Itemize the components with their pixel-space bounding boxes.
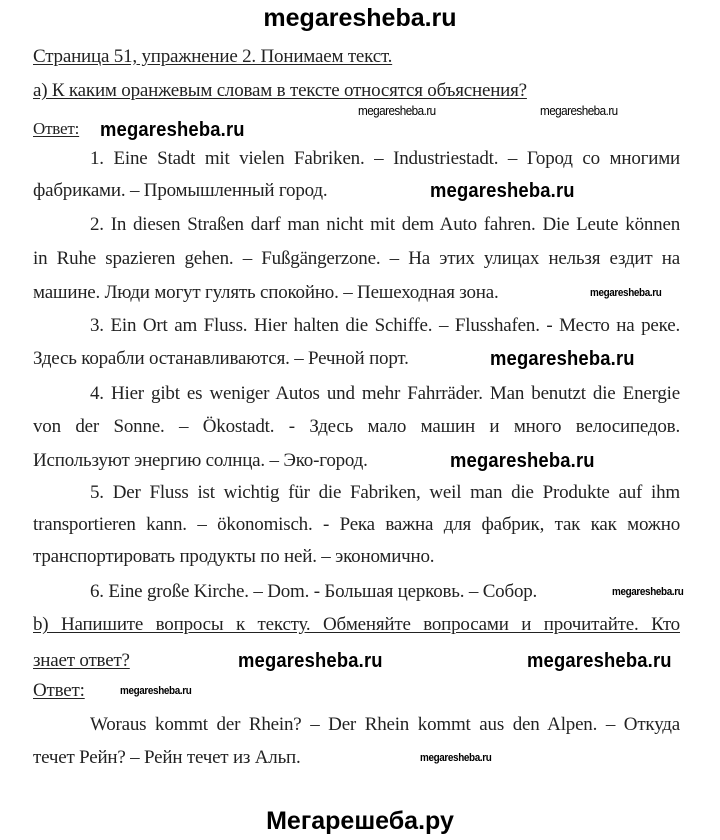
task-b-question: b) Напишите вопросы к тексту. Обменяйте вопросами и прочитайте. Кто <box>33 614 680 635</box>
watermark: megaresheba.ru <box>420 752 492 764</box>
answer-line: 5. Der Fluss ist wichtig für die Fabriken, weil man die Produkte auf ihm <box>90 482 680 503</box>
watermark: megaresheba.ru <box>612 586 684 598</box>
answer-line: Здесь корабли останавливаются. – Речной порт. <box>33 348 409 369</box>
answer-label: Ответ: <box>33 680 85 701</box>
watermark: megaresheba.ru <box>430 180 575 202</box>
watermark: megaresheba.ru <box>450 450 595 472</box>
watermark: megaresheba.ru <box>527 650 672 672</box>
task-a-question: а) К каким оранжевым словам в тексте относятся объяснения? <box>33 80 527 101</box>
watermark: megaresheba.ru <box>590 287 662 299</box>
answer-line: 4. Hier gibt es weniger Autos und mehr Fahrräder. Man benutzt die Energie <box>90 383 680 404</box>
answer-label: Ответ: <box>33 119 80 138</box>
page-title: Страница 51, упражнение 2. Понимаем текст. <box>33 46 393 67</box>
watermark: megaresheba.ru <box>120 685 192 697</box>
answer-line: 1. Eine Stadt mit vielen Fabriken. – Industriestadt. – Город со многими <box>90 148 680 169</box>
answer-line: фабриками. – Промышленный город. <box>33 180 328 201</box>
answer-line: 3. Ein Ort am Fluss. Hier halten die Schiffe. – Flusshafen. - Место на реке. <box>90 315 680 336</box>
site-footer: Мегарешеба.ру <box>266 807 454 835</box>
task-b-question: знает ответ? <box>33 650 130 671</box>
answer-line: in Ruhe spazieren gehen. – Fußgängerzone. – На этих улицах нельзя ездит на <box>33 248 680 269</box>
answer-line: von der Sonne. – Ökostadt. - Здесь мало машин и много велосипедов. <box>33 416 680 437</box>
answer-line: машине. Люди могут гулять спокойно. – Пешеходная зона. <box>33 282 499 303</box>
watermark: megaresheba.ru <box>490 348 635 370</box>
answer-line: 2. In diesen Straßen darf man nicht mit dem Auto fahren. Die Leute können <box>90 214 680 235</box>
answer-line: transportieren kann. – ökonomisch. - Река важна для фабрик, так как можно <box>33 514 680 535</box>
watermark: megaresheba.ru <box>540 103 618 118</box>
answer-line: 6. Eine große Kirche. – Dom. - Большая церковь. – Собор. <box>90 581 538 602</box>
answer-line: течет Рейн? – Рейн течет из Альп. <box>33 747 301 768</box>
answer-line: Woraus kommt der Rhein? – Der Rhein kommt aus den Alpen. – Откуда <box>90 714 680 735</box>
site-header: megaresheba.ru <box>263 4 457 32</box>
answer-line: Используют энергию солнца. – Эко-город. <box>33 450 368 471</box>
answer-line: транспортировать продукты по ней. – экономично. <box>33 546 435 567</box>
watermark: megaresheba.ru <box>100 119 245 141</box>
watermark: megaresheba.ru <box>238 650 383 672</box>
watermark: megaresheba.ru <box>358 103 436 118</box>
